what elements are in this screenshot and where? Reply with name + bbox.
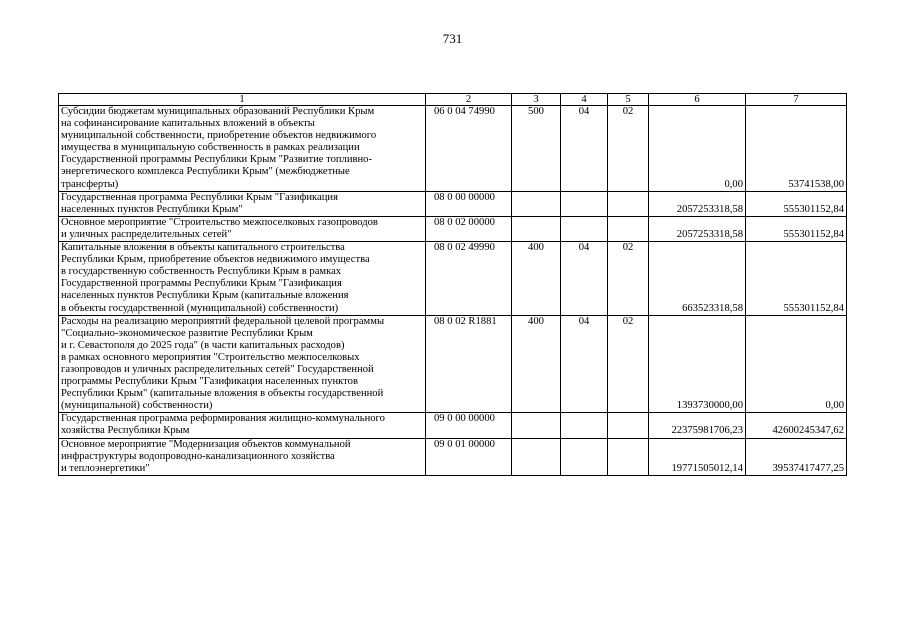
column-header: 6 bbox=[649, 94, 746, 106]
amount-col7: 555301152,84 bbox=[746, 242, 847, 316]
subsection-code bbox=[608, 438, 649, 475]
amount-col6: 663523318,58 bbox=[649, 242, 746, 316]
section-code: 04 bbox=[561, 106, 608, 192]
expense-name: Государственная программа реформирования жилищно-коммунального хозяйства Республики Крым bbox=[59, 413, 426, 438]
subsection-code bbox=[608, 216, 649, 241]
table-row bbox=[59, 216, 847, 241]
amount-col7: 53741538,00 bbox=[746, 106, 847, 192]
expense-type-code: 400 bbox=[512, 242, 561, 316]
budget-code: 09 0 01 00000 bbox=[426, 438, 512, 475]
section-code bbox=[561, 413, 608, 438]
table-row bbox=[59, 438, 847, 475]
table-row bbox=[59, 106, 847, 192]
section-code bbox=[561, 216, 608, 241]
subsection-code: 02 bbox=[608, 242, 649, 316]
subsection-code: 02 bbox=[608, 315, 649, 413]
expense-type-code bbox=[512, 191, 561, 216]
amount-col6: 2057253318,58 bbox=[649, 191, 746, 216]
section-code: 04 bbox=[561, 315, 608, 413]
column-header: 1 bbox=[59, 94, 426, 106]
table-row bbox=[59, 242, 847, 316]
table-row bbox=[59, 315, 847, 413]
expense-name: Расходы на реализацию мероприятий федеральной целевой программы "Социально-экономическое развитие Республики Крым и г. Севастополя до 2025 года" (в части капитальных расходов) в рамках основного мероприятия "Строительство межпоселковых газопроводов и уличных распределительных сетей" Государственной программы Республики Крым "Газификация населенных пунктов Республики Крым" (капитальные вложения в объекты государственной (муниципальной) собственности) bbox=[59, 315, 426, 413]
budget-code: 08 0 02 00000 bbox=[426, 216, 512, 241]
amount-col7: 555301152,84 bbox=[746, 216, 847, 241]
budget-code: 08 0 02 49990 bbox=[426, 242, 512, 316]
expense-type-code bbox=[512, 216, 561, 241]
expense-name: Основное мероприятие "Строительство межпоселковых газопроводов и уличных распределительных сетей" bbox=[59, 216, 426, 241]
column-header: 3 bbox=[512, 94, 561, 106]
column-header-row bbox=[59, 94, 847, 106]
budget-code: 08 0 00 00000 bbox=[426, 191, 512, 216]
expense-name: Субсидии бюджетам муниципальных образований Республики Крым на софинансирование капитальных вложений в объекты муниципальной собственности, приобретение объектов недвижимого имущества в муниципальную собственность в рамках реализации Государственной программы Республики Крым "Развитие топливно- энергетического комплекса Республики Крым" (межбюджетные трансферты) bbox=[59, 106, 426, 192]
page-number: 731 bbox=[442, 31, 463, 46]
expense-name: Основное мероприятие "Модернизация объектов коммунальной инфраструктуры водопроводно-канализационного хозяйства и теплоэнергетики" bbox=[59, 438, 426, 475]
subsection-code bbox=[608, 413, 649, 438]
budget-code: 08 0 02 R1881 bbox=[426, 315, 512, 413]
column-header: 4 bbox=[561, 94, 608, 106]
table-row bbox=[59, 413, 847, 438]
subsection-code bbox=[608, 191, 649, 216]
section-code bbox=[561, 191, 608, 216]
expense-type-code: 400 bbox=[512, 315, 561, 413]
amount-col6: 1393730000,00 bbox=[649, 315, 746, 413]
budget-table bbox=[58, 93, 847, 476]
amount-col6: 19771505012,14 bbox=[649, 438, 746, 475]
amount-col7: 42600245347,62 bbox=[746, 413, 847, 438]
subsection-code: 02 bbox=[608, 106, 649, 192]
column-header: 5 bbox=[608, 94, 649, 106]
section-code: 04 bbox=[561, 242, 608, 316]
amount-col7: 0,00 bbox=[746, 315, 847, 413]
column-header: 2 bbox=[426, 94, 512, 106]
section-code bbox=[561, 438, 608, 475]
expense-name: Капитальные вложения в объекты капитального строительства Республики Крым, приобретение объектов недвижимого имущества в государственную собственность Республики Крым в рамках Государственной программы Республики Крым "Газификация населенных пунктов Республики Крым (капитальные вложения в объекты государственной (муниципальной) собственности) bbox=[59, 242, 426, 316]
budget-code: 09 0 00 00000 bbox=[426, 413, 512, 438]
amount-col7: 39537417477,25 bbox=[746, 438, 847, 475]
amount-col7: 555301152,84 bbox=[746, 191, 847, 216]
expense-type-code: 500 bbox=[512, 106, 561, 192]
expense-name: Государственная программа Республики Крым "Газификация населенных пунктов Республики Крым" bbox=[59, 191, 426, 216]
amount-col6: 0,00 bbox=[649, 106, 746, 192]
amount-col6: 2057253318,58 bbox=[649, 216, 746, 241]
expense-type-code bbox=[512, 413, 561, 438]
amount-col6: 22375981706,23 bbox=[649, 413, 746, 438]
expense-type-code bbox=[512, 438, 561, 475]
column-header: 7 bbox=[746, 94, 847, 106]
budget-code: 06 0 04 74990 bbox=[426, 106, 512, 192]
table-row bbox=[59, 191, 847, 216]
